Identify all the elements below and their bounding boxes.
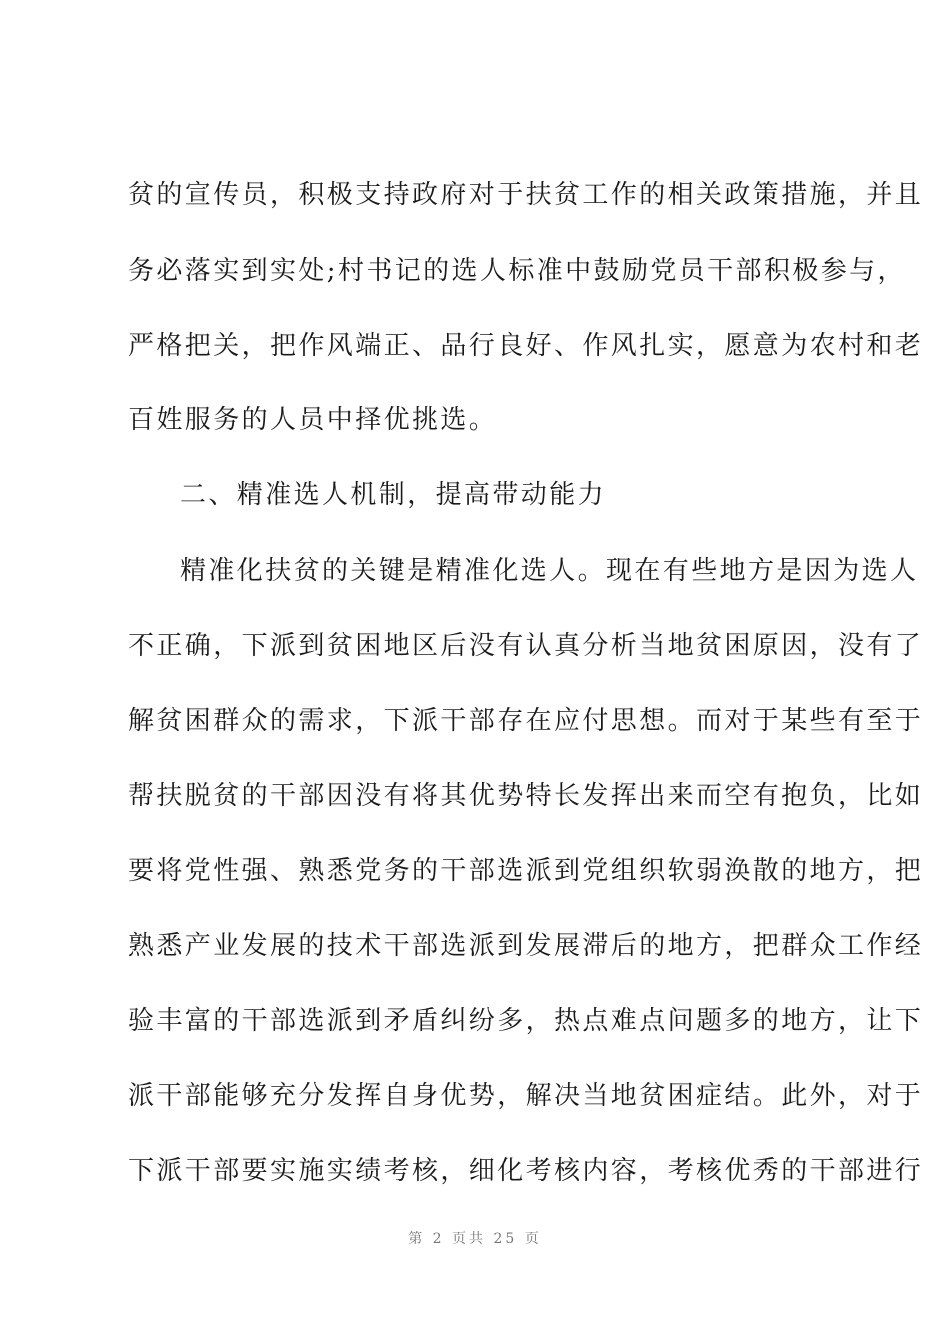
body-text-line: 解贫困群众的需求，下派干部存在应付思想。而对于某些有至于 [128,706,924,736]
body-text-line: 严格把关，把作风端正、品行良好、作风扎实，愿意为农村和老 [128,331,924,361]
section-heading: 二、精准选人机制，提高带动能力 [180,480,607,510]
body-text-line: 派干部能够充分发挥自身优势，解决当地贫困症结。此外，对于 [128,1081,924,1111]
body-text-line: 帮扶脱贫的干部因没有将其优势特长发挥出来而空有抱负，比如 [128,781,924,811]
page-number-footer: 第 2 页共 25 页 [408,1231,542,1247]
body-text-line: 百姓服务的人员中择优挑选。 [128,405,498,435]
body-text-line: 不正确，下派到贫困地区后没有认真分析当地贫困原因，没有了 [128,631,924,661]
body-text-line: 精准化扶贫的关键是精准化选人。现在有些地方是因为选人 [180,556,919,586]
body-text-line: 熟悉产业发展的技术干部选派到发展滞后的地方，把群众工作经 [128,931,924,961]
body-text-line: 贫的宣传员，积极支持政府对于扶贫工作的相关政策措施，并且 [128,180,924,210]
body-text-line: 务必落实到实处;村书记的选人标准中鼓励党员干部积极参与， [128,256,906,286]
body-text-line: 验丰富的干部选派到矛盾纠纷多，热点难点问题多的地方，让下 [128,1006,924,1036]
body-text-line: 要将党性强、熟悉党务的干部选派到党组织软弱涣散的地方，把 [128,856,924,886]
body-text-line: 下派干部要实施实绩考核，细化考核内容，考核优秀的干部进行 [128,1156,924,1186]
